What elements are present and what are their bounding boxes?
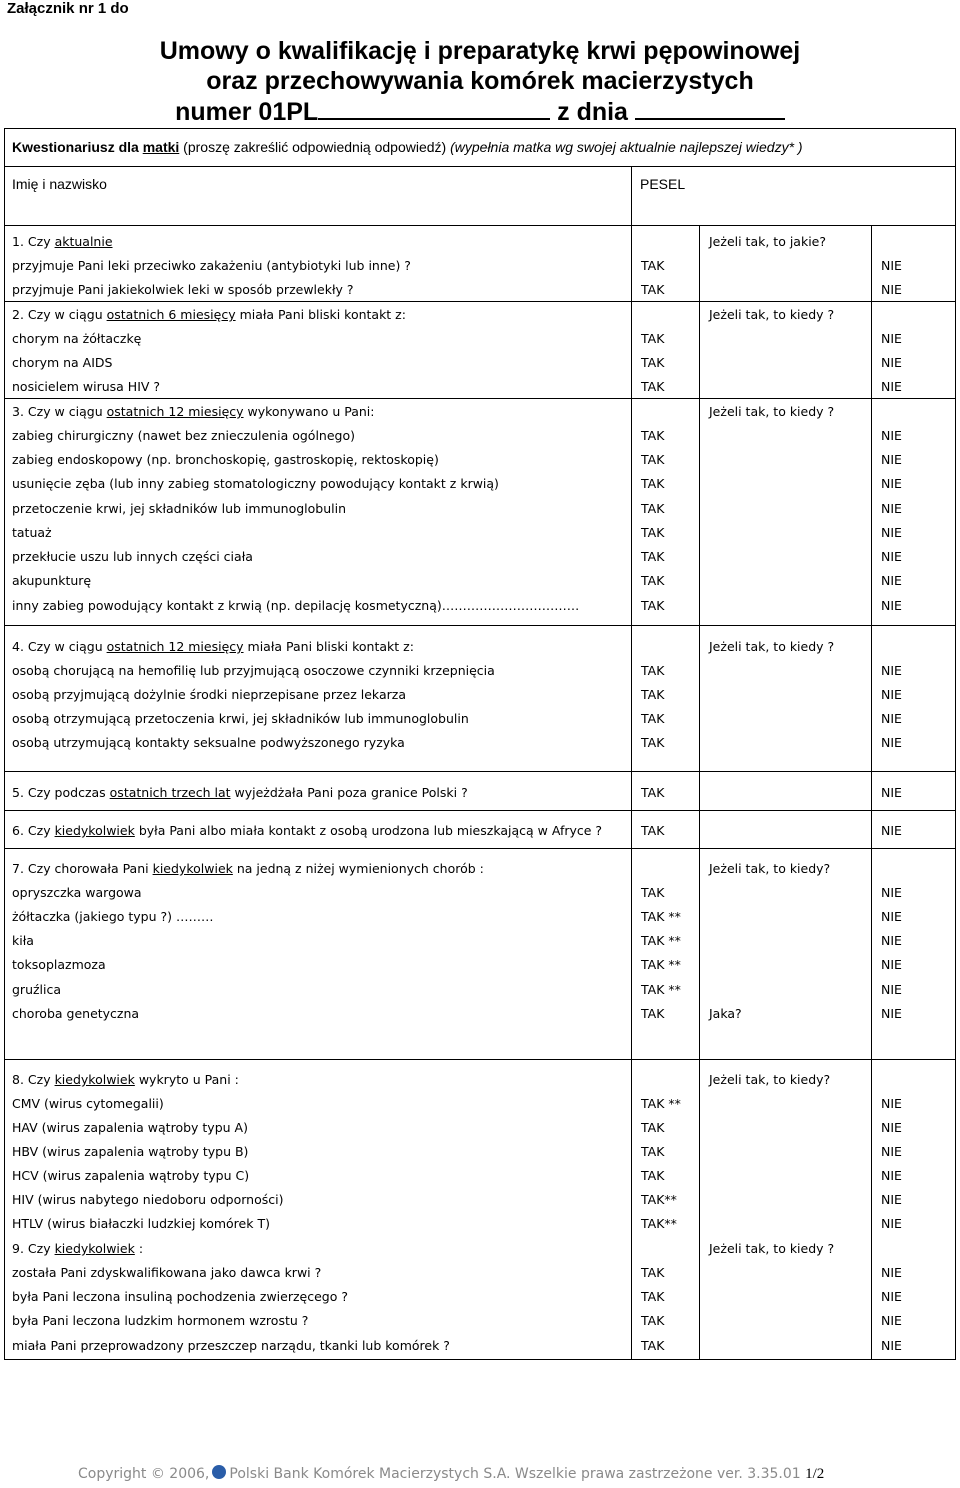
divider: [4, 848, 956, 849]
question-text: [12, 735, 405, 751]
answer-yes[interactable]: TAK: [641, 1120, 665, 1135]
answer-no[interactable]: NIE: [881, 909, 902, 924]
question-text-part: 1. Czy: [12, 234, 55, 249]
question-text: [12, 933, 34, 949]
answer-no[interactable]: NIE: [881, 355, 902, 370]
question-text-part: miała Pani przeprowadzony przeszczep narządu, tkanki lub komórek ?: [12, 1338, 450, 1353]
answer-no[interactable]: NIE: [881, 1216, 902, 1231]
question-text: [12, 687, 406, 703]
date-blank: [635, 96, 785, 120]
follow-up-label: Jeżeli tak, to kiedy?: [709, 1072, 831, 1087]
answer-no[interactable]: NIE: [881, 1192, 902, 1207]
answer-no[interactable]: NIE: [881, 598, 902, 613]
divider: [4, 398, 956, 399]
question-text-part: opryszczka wargowa: [12, 885, 142, 900]
questionnaire-note-italic: (wypełnia matka wg swojej aktualnie najlepszej wiedzy* ): [450, 139, 803, 155]
question-text-part: żółtaczka (jakiego typu ?) ………: [12, 909, 214, 924]
divider: [4, 771, 956, 772]
answer-yes[interactable]: TAK: [641, 1168, 665, 1183]
answer-yes[interactable]: TAK: [641, 711, 665, 726]
answer-no[interactable]: NIE: [881, 663, 902, 678]
answer-yes[interactable]: TAK: [641, 785, 665, 800]
question-text: [12, 379, 160, 395]
answer-no[interactable]: NIE: [881, 1096, 902, 1111]
question-text-part: HCV (wirus zapalenia wątroby typu C): [12, 1168, 250, 1183]
answer-yes[interactable]: TAK: [641, 355, 665, 370]
answer-no[interactable]: NIE: [881, 735, 902, 750]
question-text: [12, 476, 499, 492]
company-logo-icon: [212, 1465, 226, 1479]
answer-yes[interactable]: TAK: [641, 525, 665, 540]
answer-no[interactable]: NIE: [881, 525, 902, 540]
answer-no[interactable]: NIE: [881, 573, 902, 588]
answer-yes[interactable]: TAK: [641, 687, 665, 702]
question-text: [12, 957, 106, 973]
question-text: [12, 1072, 239, 1088]
answer-no[interactable]: NIE: [881, 885, 902, 900]
answer-yes[interactable]: TAK: [641, 1313, 665, 1328]
question-text: [12, 355, 112, 371]
question-text-part: HTLV (wirus białaczki ludzkiej komórek T): [12, 1216, 270, 1231]
answer-no[interactable]: NIE: [881, 331, 902, 346]
answer-no[interactable]: NIE: [881, 1168, 902, 1183]
question-text-part: osobą przyjmującą dożylnie środki nieprzepisane przez lekarza: [12, 687, 406, 702]
date-label: z dnia: [557, 98, 628, 126]
question-text-part: toksoplazmoza: [12, 957, 106, 972]
question-text-part: 8. Czy: [12, 1072, 55, 1087]
answer-no[interactable]: NIE: [881, 1120, 902, 1135]
answer-yes[interactable]: TAK **: [641, 909, 681, 924]
question-text-part: zabieg chirurgiczny (nawet bez znieczulenia ogólnego): [12, 428, 355, 443]
answer-yes[interactable]: TAK: [641, 598, 665, 613]
question-text: [12, 909, 214, 925]
question-text: [12, 501, 346, 517]
question-text: [12, 307, 406, 323]
answer-no[interactable]: NIE: [881, 823, 902, 838]
question-text-part: przetoczenie krwi, jej składników lub immunoglobulin: [12, 501, 347, 516]
question-text-underlined: kiedykolwiek: [54, 1241, 135, 1256]
follow-up-label: Jeżeli tak, to kiedy ?: [709, 404, 835, 419]
answer-yes[interactable]: TAK: [641, 735, 665, 750]
answer-yes[interactable]: TAK: [641, 1144, 665, 1159]
question-text-part: tatuaż: [12, 525, 52, 540]
question-text-part: HBV (wirus zapalenia wątroby typu B): [12, 1144, 249, 1159]
question-text-part: choroba genetyczna: [12, 1006, 140, 1021]
answer-no[interactable]: NIE: [881, 785, 902, 800]
question-text: [12, 639, 414, 655]
question-text: [12, 598, 579, 614]
question-text-part: chorym na żółtaczkę: [12, 331, 142, 346]
answer-yes[interactable]: TAK: [641, 1265, 665, 1280]
contract-number-label: numer 01PL: [175, 98, 319, 126]
attachment-label: Załącznik nr 1 do: [7, 0, 129, 17]
answer-yes[interactable]: TAK**: [641, 1216, 677, 1231]
question-text-underlined: ostatnich 6 miesięcy: [106, 307, 236, 322]
question-text: [12, 573, 91, 589]
question-text-underlined: ostatnich trzech lat: [109, 785, 231, 800]
answer-no[interactable]: NIE: [881, 982, 902, 997]
question-text: [12, 282, 354, 298]
answer-yes[interactable]: TAK: [641, 1006, 665, 1021]
question-text-part: wykonywano u Pani:: [243, 404, 375, 419]
question-text-part: :: [134, 1241, 144, 1256]
question-text: [12, 1289, 348, 1305]
follow-up-label: Jeżeli tak, to kiedy ?: [709, 1241, 835, 1256]
question-text-part: 3. Czy w ciągu: [12, 404, 107, 419]
answer-no[interactable]: NIE: [881, 957, 902, 972]
copyright-text: Copyright © 2006,: [78, 1466, 210, 1482]
answer-yes[interactable]: TAK: [641, 1289, 665, 1304]
question-text: [12, 1120, 248, 1136]
question-text: [12, 452, 439, 468]
question-text: [12, 861, 484, 877]
answer-no[interactable]: NIE: [881, 476, 902, 491]
footer: [78, 1465, 824, 1483]
question-text-part: 2. Czy w ciągu: [12, 307, 107, 322]
question-text: [12, 428, 355, 444]
answer-yes[interactable]: TAK**: [641, 1192, 677, 1207]
contract-number-blank: [318, 96, 550, 120]
question-text-part: zabieg endoskopowy (np. bronchoskopię, gastroskopię, rektoskopię): [12, 452, 439, 467]
question-text: [12, 711, 469, 727]
question-text: [12, 1006, 139, 1022]
answer-yes[interactable]: TAK: [641, 476, 665, 491]
question-text-part: akupunkturę: [12, 573, 92, 588]
question-text-underlined: kiedykolwiek: [152, 861, 233, 876]
question-text-part: 7. Czy chorowała Pani: [12, 861, 153, 876]
follow-up-label: Jaka?: [709, 1006, 742, 1021]
answer-yes[interactable]: TAK: [641, 258, 665, 273]
question-text: [12, 785, 468, 801]
question-text-underlined: kiedykolwiek: [54, 823, 135, 838]
company-text: Polski Bank Komórek Macierzystych S.A. Wszelkie prawa zastrzeżone ver. 3.35.01: [229, 1466, 801, 1482]
answer-yes[interactable]: TAK **: [641, 1096, 681, 1111]
divider: [4, 625, 956, 626]
question-text: [12, 549, 253, 565]
question-text: [12, 1313, 308, 1329]
question-text: [12, 258, 411, 274]
pesel-label: PESEL: [640, 176, 686, 192]
question-text-part: na jedną z niżej wymienionych chorób :: [232, 861, 484, 876]
title-line-3: [0, 96, 960, 127]
divider: [4, 810, 956, 811]
question-text: [12, 823, 602, 839]
column-divider: [699, 225, 700, 1360]
question-text-part: chorym na AIDS: [12, 355, 113, 370]
question-text: [12, 982, 61, 998]
column-divider: [631, 166, 632, 1360]
page-number: 1/2: [805, 1466, 825, 1482]
answer-no[interactable]: NIE: [881, 501, 902, 516]
divider: [4, 301, 956, 302]
question-text-part: osobą chorującą na hemofilię lub przyjmującą osoczowe czynniki krzepnięcia: [12, 663, 495, 678]
question-text: [12, 1096, 164, 1112]
divider: [4, 166, 956, 167]
answer-yes[interactable]: TAK: [641, 885, 665, 900]
answer-yes[interactable]: TAK **: [641, 982, 681, 997]
answer-yes[interactable]: TAK: [641, 452, 665, 467]
answer-yes[interactable]: TAK: [641, 663, 665, 678]
question-text: [12, 1265, 321, 1281]
answer-yes[interactable]: TAK: [641, 282, 665, 297]
question-text: [12, 404, 374, 420]
question-text-part: wyjeżdżała Pani poza granice Polski ?: [230, 785, 468, 800]
question-text-part: HIV (wirus nabytego niedoboru odporności): [12, 1192, 284, 1207]
question-text-underlined: aktualnie: [54, 234, 113, 249]
questionnaire-title-b: matki: [142, 139, 180, 155]
question-text: [12, 234, 113, 250]
answer-no[interactable]: NIE: [881, 379, 902, 394]
question-text-part: kiła: [12, 933, 34, 948]
question-text-part: miała Pani bliski kontakt z:: [235, 307, 406, 322]
column-divider: [871, 225, 872, 1360]
question-text-part: osobą utrzymującą kontakty seksualne podwyższonego ryzyka: [12, 735, 405, 750]
question-text-part: 5. Czy podczas: [12, 785, 110, 800]
follow-up-label: Jeżeli tak, to kiedy ?: [709, 307, 835, 322]
question-text: [12, 331, 141, 347]
question-text-underlined: ostatnich 12 miesięcy: [106, 639, 244, 654]
question-text-part: nosicielem wirusa HIV ?: [12, 379, 161, 394]
answer-no[interactable]: NIE: [881, 258, 902, 273]
question-text: [12, 885, 142, 901]
answer-yes[interactable]: TAK: [641, 379, 665, 394]
divider: [4, 225, 956, 226]
title-line-1: Umowy o kwalifikację i preparatykę krwi pępowinowej: [159, 37, 801, 65]
question-text: [12, 663, 495, 679]
question-text-part: miała Pani bliski kontakt z:: [243, 639, 414, 654]
question-text: [12, 1144, 248, 1160]
question-text: [12, 1338, 450, 1354]
answer-no[interactable]: NIE: [881, 1265, 902, 1280]
answer-no[interactable]: NIE: [881, 1313, 902, 1328]
question-text-part: została Pani zdyskwalifikowana jako dawca krwi ?: [12, 1265, 322, 1280]
answer-yes[interactable]: TAK **: [641, 933, 681, 948]
question-text-part: 9. Czy: [12, 1241, 55, 1256]
answer-yes[interactable]: TAK: [641, 501, 665, 516]
follow-up-label: Jeżeli tak, to kiedy ?: [709, 639, 835, 654]
answer-yes[interactable]: TAK: [641, 1338, 665, 1353]
question-text: [12, 1216, 270, 1232]
answer-yes[interactable]: TAK: [641, 549, 665, 564]
answer-no[interactable]: NIE: [881, 549, 902, 564]
answer-yes[interactable]: TAK: [641, 573, 665, 588]
question-text-part: osobą otrzymującą przetoczenia krwi, jej składników lub immunoglobulin: [12, 711, 469, 726]
answer-yes[interactable]: TAK: [641, 823, 665, 838]
name-label: Imię i nazwisko: [12, 176, 107, 192]
question-text: [12, 525, 52, 541]
answer-no[interactable]: NIE: [881, 1289, 902, 1304]
question-text-part: HAV (wirus zapalenia wątroby typu A): [12, 1120, 248, 1135]
questionnaire-title-a: Kwestionariusz dla: [12, 139, 139, 155]
title-line-2: oraz przechowywania komórek macierzystych: [206, 67, 754, 95]
question-text-part: przekłucie uszu lub innych części ciała: [12, 549, 253, 564]
answer-no[interactable]: NIE: [881, 711, 902, 726]
questionnaire-title: [12, 139, 803, 155]
question-text-part: była Pani albo miała kontakt z osobą urodzona lub mieszkającą w Afryce ?: [134, 823, 603, 838]
question-text-part: przyjmuje Pani jakiekolwiek leki w sposób przewlekły ?: [12, 282, 354, 297]
answer-no[interactable]: NIE: [881, 687, 902, 702]
question-text-part: była Pani leczona insuliną pochodzenia zwierzęcego ?: [12, 1289, 348, 1304]
answer-no[interactable]: NIE: [881, 1144, 902, 1159]
answer-no[interactable]: NIE: [881, 282, 902, 297]
question-text-part: CMV (wirus cytomegalii): [12, 1096, 164, 1111]
question-text: [12, 1192, 283, 1208]
question-text-part: była Pani leczona ludzkim hormonem wzrostu ?: [12, 1313, 309, 1328]
follow-up-label: Jeżeli tak, to jakie?: [709, 234, 826, 249]
answer-no[interactable]: NIE: [881, 933, 902, 948]
question-text-part: 4. Czy w ciągu: [12, 639, 107, 654]
follow-up-label: Jeżeli tak, to kiedy?: [709, 861, 831, 876]
answer-yes[interactable]: TAK: [641, 331, 665, 346]
question-text: [12, 1168, 249, 1184]
question-text-underlined: kiedykolwiek: [54, 1072, 135, 1087]
answer-no[interactable]: NIE: [881, 452, 902, 467]
answer-no[interactable]: NIE: [881, 1006, 902, 1021]
answer-no[interactable]: NIE: [881, 1338, 902, 1353]
answer-yes[interactable]: TAK **: [641, 957, 681, 972]
question-text-part: wykryto u Pani :: [134, 1072, 239, 1087]
question-text-underlined: ostatnich 12 miesięcy: [106, 404, 244, 419]
question-text: [12, 1241, 143, 1257]
question-text-part: inny zabieg powodujący kontakt z krwią (np. depilację kosmetyczną)……………………………: [12, 598, 580, 613]
divider: [4, 1059, 956, 1060]
answer-no[interactable]: NIE: [881, 428, 902, 443]
question-text-part: przyjmuje Pani leki przeciwko zakażeniu (antybiotyki lub inne) ?: [12, 258, 411, 273]
question-text-part: 6. Czy: [12, 823, 55, 838]
questionnaire-note: (proszę zakreślić odpowiednią odpowiedź): [183, 139, 447, 155]
question-text-part: gruźlica: [12, 982, 62, 997]
question-text-part: usunięcie zęba (lub inny zabieg stomatologiczny powodujący kontakt z krwią): [12, 476, 499, 491]
answer-yes[interactable]: TAK: [641, 428, 665, 443]
